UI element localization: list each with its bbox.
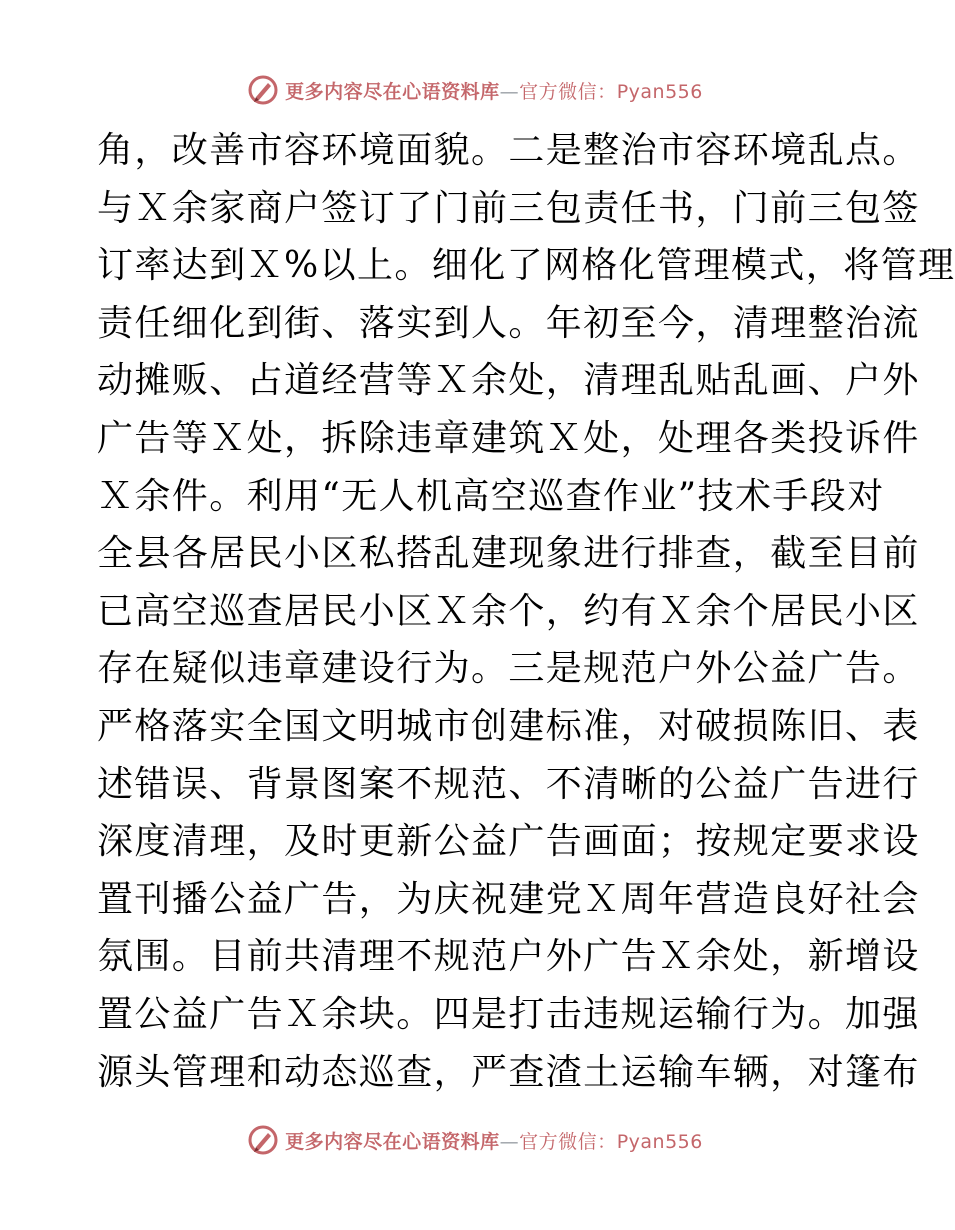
footer-wechat-id: Pyan556 — [616, 1130, 703, 1153]
body-line: 角，改善市容环境面貌。二是整治市容环境乱点。 — [97, 130, 920, 171]
footer-text — [285, 1127, 703, 1154]
document-body — [97, 122, 955, 1101]
body-line: 动摊贩、占道经营等Ｘ余处，清理乱贴乱画、户外 — [97, 360, 920, 402]
header-text — [285, 77, 703, 104]
footer-wechat-label: 官方微信： — [519, 1130, 617, 1153]
body-line: 广告等Ｘ处，拆除违章建筑Ｘ处，处理各类投诉件 — [97, 417, 920, 459]
body-line: 责任细化到街、落实到人。年初至今，清理整治流 — [97, 302, 920, 344]
body-line: 订率达到Ｘ%以上。细化了网格化管理模式，将管理 — [97, 245, 955, 287]
footer-brand: 更多内容尽在心语资料库 — [285, 1130, 500, 1153]
pen-logo-icon — [247, 74, 279, 106]
body-line: 全县各居民小区私搭乱建现象进行排查，截至目前 — [97, 533, 920, 575]
header-wechat-label: 官方微信： — [519, 80, 617, 103]
header-banner — [0, 70, 950, 110]
body-line: 深度清理，及时更新公益广告画面；按规定要求设 — [97, 821, 920, 863]
pen-logo-icon — [247, 1124, 279, 1156]
body-line: 已高空巡查居民小区Ｘ余个，约有Ｘ余个居民小区 — [97, 590, 920, 632]
footer-banner — [0, 1120, 950, 1160]
header-wechat-id: Pyan556 — [616, 80, 703, 103]
body-line: 严格落实全国文明城市创建标准，对破损陈旧、表 — [97, 705, 920, 747]
body-line: 源头管理和动态巡查，严查渣土运输车辆，对篷布 — [97, 1051, 920, 1093]
body-line: 置公益广告Ｘ余块。四是打击违规运输行为。加强 — [97, 993, 920, 1035]
body-line: 与Ｘ余家商户签订了门前三包责任书，门前三包签 — [97, 187, 920, 229]
footer-separator: — — [499, 1130, 520, 1153]
body-line: 氛围。目前共清理不规范户外广告Ｘ余处，新增设 — [97, 936, 920, 978]
body-line: 述错误、背景图案不规范、不清晰的公益广告进行 — [97, 763, 920, 805]
body-line: 置刊播公益广告，为庆祝建党Ｘ周年营造良好社会 — [97, 878, 920, 920]
body-line: Ｘ余件。利用“无人机高空巡查作业”技术手段对 — [97, 475, 885, 517]
header-brand: 更多内容尽在心语资料库 — [285, 80, 500, 103]
body-line: 存在疑似违章建设行为。三是规范户外公益广告。 — [97, 648, 920, 690]
header-separator: — — [499, 80, 520, 103]
